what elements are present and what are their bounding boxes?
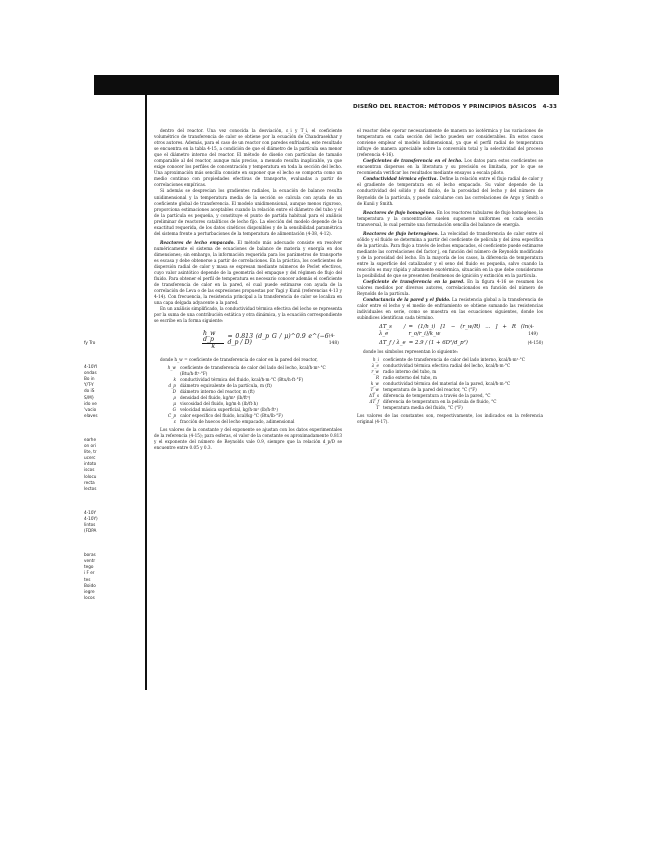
paragraph [357, 176, 543, 206]
definition-text: conductividad térmica del material de la pared, kcal/h·m·°C [383, 380, 511, 386]
paragraph: Los valores de la constante y del exponente se ajustan con los datos experimentales de la referencia (4-15); para esferas, el valor de la constante es aproximadamente 0.813 y el exponente del número de Reynolds vale 0.9, siempre que la relación d_p/D se encuentre entre 0.05 y 0.3. [154, 427, 342, 451]
section-heading: Reactores de flujo homogéneo. [363, 209, 436, 215]
margin-fragment: lite, tr [84, 449, 97, 455]
margin-fragment: lintos [84, 521, 96, 527]
margin-fragment: Y/T-Y [84, 382, 94, 388]
margin-fragment: 4-10Y [84, 509, 97, 515]
margin-fragment: on ori [84, 443, 96, 449]
definition-symbol: R [375, 374, 379, 380]
definition-symbol: ρ [173, 394, 176, 400]
margin-fragment: ido ve [84, 400, 97, 406]
definition-text: coeficiente de transferencia de calor del lado del lecho, kcal/h·m²·°C (Btu/h·ft²·°F) [180, 364, 326, 376]
definition-symbol: h_i [372, 356, 379, 362]
margin-gap [84, 346, 124, 364]
paragraph-text: Define la relación entre el flujo radial de calor y el gradiente de temperatura en el lecho empacado. Su valor depende de la conductividad del sólido y del fluido, de la porosidad del lecho y del número de Reynolds de la partícula, y puede calcularse con las correlaciones de Argo y Smith o de Kunii y Smith. [357, 176, 543, 206]
paragraph: En un análisis simplificado, la conductividad térmica efectiva del lecho se representa por la suma de una contribución estática y otra dinámica, y la ecuación correspondiente se escribe en la forma siguiente: [154, 306, 342, 324]
definitions-list [357, 357, 543, 411]
definition-text: temperatura media del fluido, °C (°F) [383, 405, 463, 411]
paragraph-text: Los datos para estos coeficientes se encuentran dispersos en la literatura y su precisión es limitada, por lo que se recomienda verificar los resultados mediante ensayos a escala piloto. [357, 158, 543, 176]
definitions-intro: donde los símbolos representan lo siguiente: [363, 348, 459, 354]
definition-symbol: r_w [371, 368, 379, 374]
equation-number: (4-148) [328, 334, 339, 346]
definition-symbol: d_p [168, 382, 176, 388]
paragraph: dentro del reactor. Una vez conocida la desviación, ε_i y T_i, el coeficiente volumétrico de transferencia de calor se obtiene por la ecuación de Chandrasekhar y otros autores. Además, para el caso de un reactor con paredes enfriadas, este resultado se encuentra en la tabla 4-15, a condición de que el diámetro de la partícula sea menor que el diámetro interno del reactor. El método de diseño con partículas de tamaño comparable al del reactor, aunque más preciso, a menudo resulta inaplicable, ya que exige conocer los perfiles de concentración y temperatura en toda la sección del lecho. Una aproximación más sencilla consiste en suponer que el lecho se comporta como un medio continuo con propiedades efectivas de transporte, evaluadas a partir de correlaciones empíricas. [154, 128, 342, 188]
header-bar [94, 75, 559, 95]
paragraph [357, 231, 543, 279]
paragraph-text: La velocidad de transferencia de calor entre el sólido y el fluido se determina a partir del coeficiente de película y del área específica de la partícula. Para flujo a través de lechos empacados, el coeficiente puede estimarse mediante las correlaciones del factor j, en función del número de Reynolds modificado y de la porosidad del lecho. En la mayoría de los casos, la diferencia de temperatura entre la superficie del catalizador y el seno del fluido es pequeña, salvo cuando la reacción es muy rápida y altamente exotérmica, situación en la que debe considerarse la posibilidad de que se presenten fenómenos de ignición y extinción en la partícula. [357, 230, 543, 279]
definition-text: diámetro equivalente de la partícula, m (ft) [180, 382, 272, 388]
margin-fragment: fy Tro [84, 340, 96, 345]
equation-rhs: = 2.9 / (1 + 6D²/d_p²) [408, 339, 468, 346]
definition-symbol: T [376, 405, 379, 411]
definition-text: diámetro interno del reactor, m (ft) [180, 388, 255, 394]
equation-lhs: ΔT_s / λ_e [379, 324, 406, 337]
equation-4-150 [357, 340, 543, 346]
paragraph-text: En los reactores tubulares de flujo homogéneo, la temperatura y la concentración suelen suponerse uniformes en cada sección transversal, lo cual permite una formulación sencilla del balance de energía. [357, 209, 543, 227]
margin-fragment: 4-10Y) [84, 515, 98, 521]
equation-rhs: = 0.813 (d_p G / μ)^0.9 e^(−6 d_p / D) [227, 333, 329, 347]
definition-symbol: k [173, 376, 176, 382]
definition-text: conductividad térmica efectiva radial del lecho, kcal/h·m·°C [383, 362, 511, 368]
margin-fragment: intoto [84, 461, 97, 467]
margin-gap [84, 534, 124, 552]
margin-fragment: recta [84, 479, 95, 485]
definition-symbol: D [172, 388, 176, 394]
definition-symbol: ΔT_s [368, 392, 379, 398]
paragraph-text: En la figura 4-16 se resumen los valores medidos por diversos autores, correlacionados en función del número de Reynolds de la partícula. [357, 279, 543, 297]
definitions-list [154, 365, 342, 425]
margin-fragment: iegre [84, 588, 95, 594]
margin-fragment: i F er [84, 570, 95, 576]
equation-4-148 [154, 330, 342, 352]
definition-symbol: h_w [167, 364, 176, 370]
margin-fragment: boras [84, 552, 96, 558]
equation-4-149 [357, 324, 543, 336]
facing-page-fragments [84, 340, 124, 601]
margin-fragment: ondas [84, 370, 97, 376]
definition-symbol: λ_e [371, 362, 379, 368]
page-gutter [145, 95, 147, 690]
margin-fragment: iscos [84, 467, 95, 473]
definition-text: radio interno del tubo, m [383, 368, 437, 374]
right-column [357, 128, 543, 425]
definition-text: viscosidad del fluido, kg/m·h (lb/ft·h) [180, 400, 258, 406]
section-heading: Conductancia de la pared y el fluido. [363, 297, 451, 303]
margin-fragment: elaves [84, 412, 98, 418]
definitions-intro: donde h_w = coeficiente de transferencia de calor en la pared del reactor, [160, 356, 318, 362]
margin-fragment: lectos [84, 485, 97, 491]
margin-fragment: Boido [84, 582, 96, 588]
definition-item [154, 419, 342, 425]
margin-gap [84, 492, 124, 510]
margin-fragment: lolocu [84, 473, 97, 479]
definition-symbol: C_p [168, 412, 176, 418]
section-heading: Conductividad térmica efectiva. [363, 176, 438, 182]
definition-symbol: ε [173, 418, 176, 424]
running-head [335, 104, 557, 110]
margin-fragment: Bo in [84, 376, 95, 382]
definition-text: radio externo del tubo, m [383, 374, 437, 380]
left-column [154, 128, 342, 451]
margin-fragment: locos [84, 594, 95, 600]
margin-gap [84, 419, 124, 437]
definition-text: calor específico del fluido, kcal/kg·°C (Btu/lb·°F) [180, 412, 283, 418]
paragraph [357, 158, 543, 176]
definition-symbol: μ [173, 400, 176, 406]
paragraph [357, 210, 543, 228]
running-title: DISEÑO DEL REACTOR: MÉTODOS Y PRINCIPIOS BÁSICOS [353, 104, 537, 110]
definition-symbol: k_w [370, 380, 379, 386]
margin-fragment: tes [84, 576, 91, 582]
margin-fragment: S/M} [84, 394, 95, 400]
margin-fragment: do iS [84, 388, 95, 394]
section-heading: Reactores de flujo heterogéneo. [363, 230, 439, 236]
definition-text: fracción de huecos del lecho empacado, adimensional [180, 418, 295, 424]
paragraph: el reactor debe operar necesariamente de manera no isotérmica y las variaciones de temperatura en cada sección del lecho pueden ser considerables. En estos casos conviene emplear el modelo bidimensional, ya que el perfil radial de temperatura influye de manera apreciable sobre la conversión total y la selectividad del proceso (referencia 4-16). [357, 128, 543, 158]
equation-number: (4-150) [527, 339, 543, 345]
margin-fragment: 'vacio [84, 406, 97, 412]
section-heading: Coeficientes de transferencia en el lecho. [363, 158, 463, 164]
margin-fragment: earhe [84, 436, 97, 442]
margin-fragment: ventr [84, 558, 96, 564]
definition-text: densidad del fluido, kg/m³ (lb/ft³) [180, 394, 251, 400]
equation-rhs: = (1/h_i) [1 − (r_w/R) ... ] + R (ln r_o/r_i)/k_w [408, 324, 529, 337]
paragraph: Si además se desprecian los gradientes radiales, la ecuación de balance resulta unidimensional y la temperatura media de la sección se calcula con ayuda de un coeficiente global de transferencia. El modelo unidimensional, aunque menos riguroso, proporciona estimaciones aceptables cuando la relación entre el diámetro del tubo y el de la partícula es pequeña, y constituye el punto de partida habitual para el análisis preliminar de reactores catalíticos de lecho fijo. La elección del modelo depende de la exactitud requerida, de los datos cinéticos disponibles y de la sensibilidad paramétrica del sistema frente a perturbaciones de la temperatura de alimentación (4-38, 4-12). [154, 188, 342, 236]
section-heading: Reactores de lecho empacado. [160, 239, 235, 245]
definition-text: diferencia de temperatura en la película de fluido, °C [383, 398, 497, 404]
paragraph: Los valores de las constantes son, respectivamente, los indicados en la referencia original (4-17). [357, 413, 543, 425]
equation-lhs: ΔT_f / λ_e [379, 339, 406, 346]
section-heading: Coeficiente de transferencia en la pared. [363, 279, 465, 285]
definition-symbol: T_w [370, 386, 379, 392]
margin-fragment: (FDPA [84, 528, 97, 534]
definition-text: velocidad másica superficial, kg/h·m² (lb/h·ft²) [180, 406, 278, 412]
definition-text: temperatura de la pared del reactor, °C (°F) [383, 386, 477, 392]
definition-item [357, 405, 543, 411]
page-number: 4-33 [542, 104, 557, 110]
definition-symbol: G [172, 406, 176, 412]
definition-item [154, 365, 342, 377]
definition-text: diferencia de temperatura a través de la pared, °C [383, 392, 491, 398]
equation-lhs: $\frac{\text{h\_w d\_p}}{k}$ [202, 331, 224, 350]
paragraph-text: La resistencia global a la transferencia de calor entre el lecho y el medio de enfriamiento se obtiene sumando las resistencias individuales en serie, como se muestra en las ecuaciones siguientes, donde los subíndices identifican cada término. [357, 297, 543, 321]
margin-fragment: tego [84, 564, 94, 570]
paragraph-text: El método más adecuado consiste en resolver numéricamente el sistema de ecuaciones de balance de materia y energía en dos dimensiones; sin embargo, la información requerida para los parámetros de transporte es escasa y debe obtenerse a partir de correlaciones. En la práctica, los coeficientes de dispersión radial de calor y masa se expresan mediante números de Peclet efectivos, cuyo valor asintótico depende de la geometría del empaque y del régimen de flujo del fluido. Para obtener el perfil de temperatura es necesario conocer además el coeficiente de transferencia de calor en la pared, el cual puede estimarse con ayuda de la correlación de Leva o de las expresiones propuestas por Yagi y Kunii (referencias 4-13 y 4-14). Con frecuencia, la resistencia principal a la transferencia de calor se localiza en una capa delgada adyacente a la pared. [154, 239, 342, 306]
definition-text: conductividad térmica del fluido, kcal/h·m·°C (Btu/h·ft·°F) [180, 376, 304, 382]
equation-number: (4-149) [528, 324, 538, 336]
paragraph [357, 279, 543, 297]
paragraph [357, 297, 543, 321]
definition-text: coeficiente de transferencia de calor del lado interno, kcal/h·m²·°C [383, 356, 525, 362]
margin-fragment: 4-10YI [84, 364, 98, 370]
margin-fragment: ucerc [84, 455, 96, 461]
definition-symbol: ΔT_f [369, 398, 379, 404]
paragraph [154, 240, 342, 307]
